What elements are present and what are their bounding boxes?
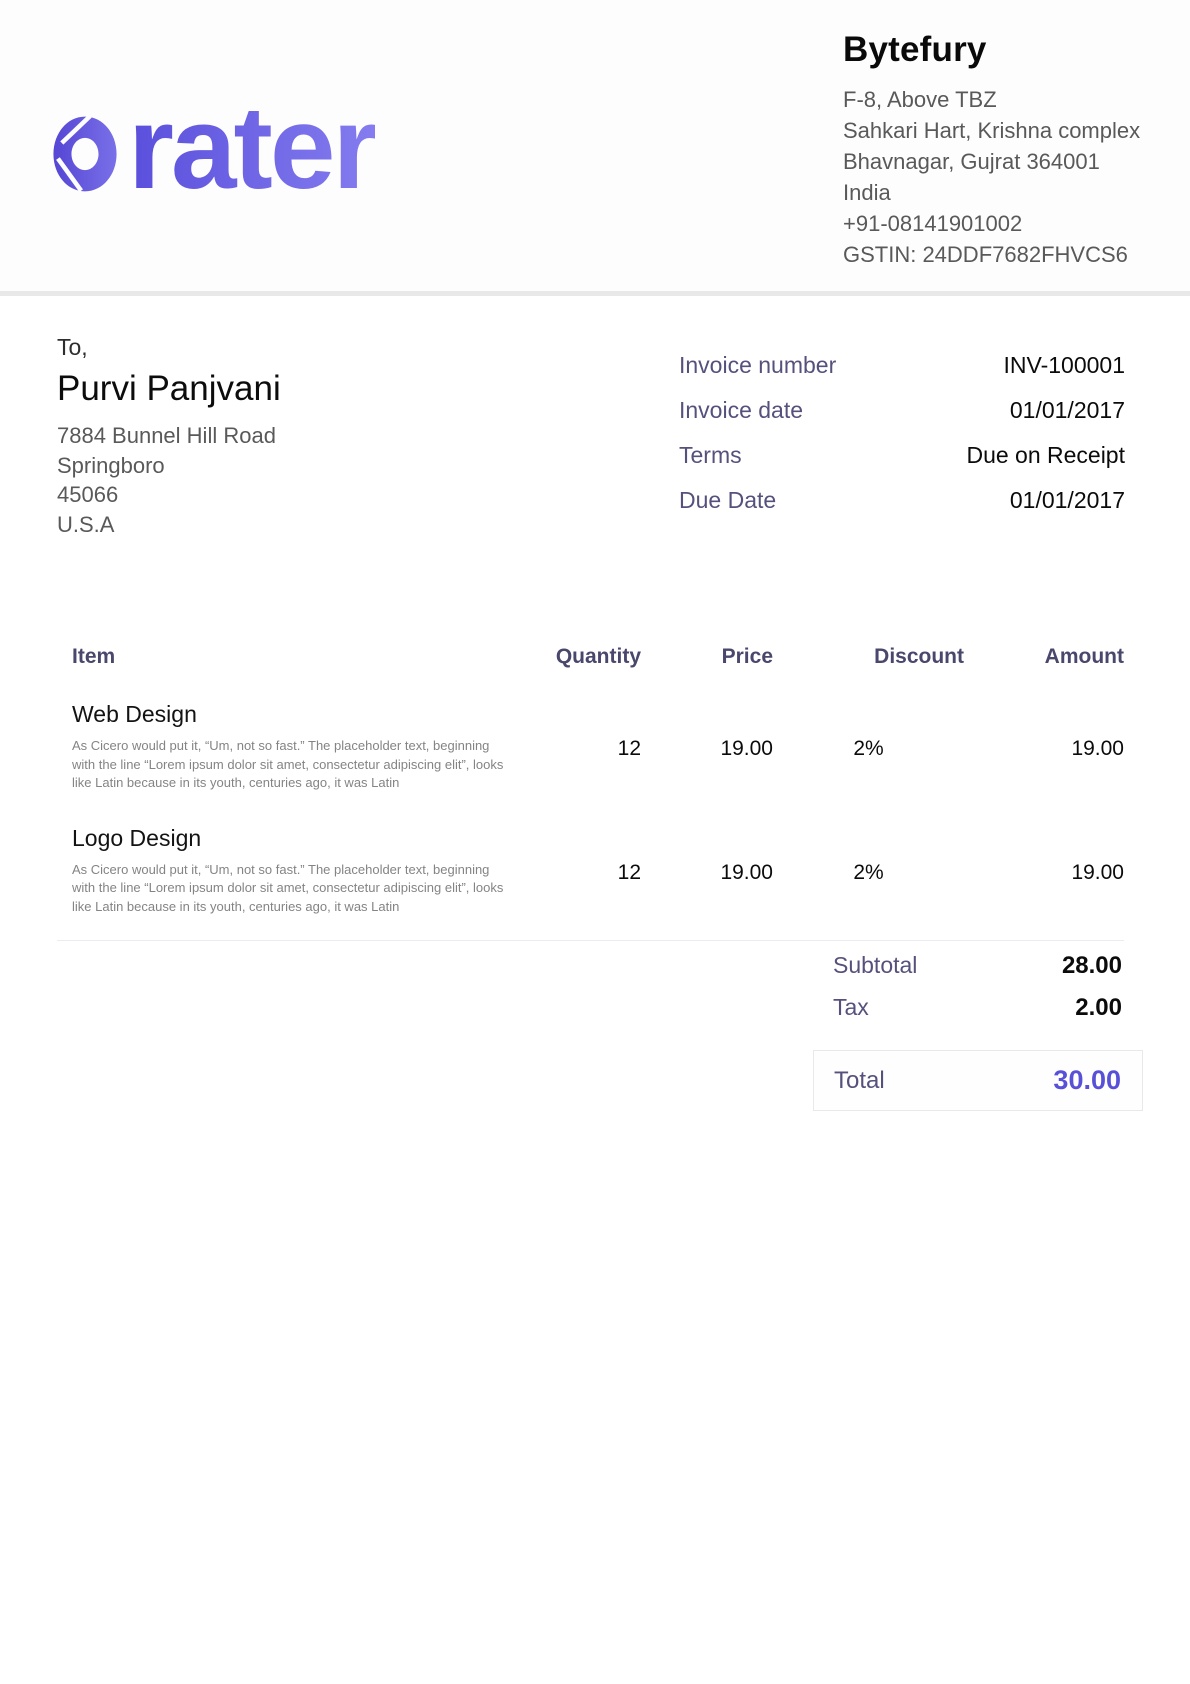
terms-row	[679, 442, 1125, 469]
table-row	[57, 701, 1124, 793]
invoice-date-label: Invoice date	[679, 397, 804, 423]
customer-address-line: U.S.A	[57, 511, 115, 537]
invoice-date-row	[679, 397, 1125, 424]
company-block	[843, 30, 1163, 270]
subtotal-label: Subtotal	[833, 952, 918, 978]
due-date-row	[679, 487, 1125, 514]
col-header-quantity: Quantity	[555, 645, 641, 668]
total-value: 30.00	[1053, 1065, 1121, 1095]
item-name: Web Design	[72, 701, 197, 727]
col-header-amount: Amount	[1044, 645, 1124, 668]
items-table-header	[57, 645, 1124, 669]
invoice-header	[0, 0, 1190, 291]
item-amount: 19.00	[1071, 737, 1124, 760]
header-divider	[0, 291, 1190, 296]
due-date-label: Due Date	[679, 487, 777, 513]
item-price: 19.00	[720, 737, 773, 760]
item-description: As Cicero would put it, “Um, not so fast.” The placeholder text, beginning with the line “Lorem ipsum dolor sit amet, consectetur adipiscing elit”, looks like Latin because in its youth, centuries ago, it was Latin	[72, 861, 504, 914]
customer-address-line: 7884 Bunnel Hill Road	[57, 423, 276, 448]
subtotal-value: 28.00	[1061, 952, 1122, 979]
company-address-line: Bhavnagar, Gujrat 364001	[843, 149, 1100, 174]
bill-to-block	[57, 334, 477, 539]
invoice-number-value: INV-100001	[1003, 352, 1125, 378]
crater-logo-text: rater	[128, 80, 375, 217]
company-address-line: India	[843, 180, 891, 205]
invoice-number-row	[679, 352, 1125, 379]
company-address-line: Sahkari Hart, Krishna complex	[843, 118, 1141, 143]
company-name: Bytefury	[843, 30, 987, 69]
items-divider	[57, 940, 1124, 941]
terms-label: Terms	[679, 442, 742, 468]
company-gstin: GSTIN: 24DDF7682FHVCS6	[843, 242, 1128, 267]
invoice-number-label: Invoice number	[679, 352, 837, 378]
table-row	[57, 825, 1124, 917]
item-quantity: 12	[617, 737, 641, 760]
tax-row	[813, 994, 1143, 1022]
total-label: Total	[834, 1066, 885, 1094]
item-quantity: 12	[617, 860, 641, 884]
bill-to-label: To,	[57, 334, 88, 360]
col-header-discount: Discount	[874, 645, 964, 668]
col-header-price: Price	[721, 645, 773, 668]
customer-address-line: Springboro	[57, 452, 165, 478]
item-discount: 2%	[853, 737, 884, 760]
company-phone: +91-08141901002	[843, 211, 1023, 236]
totals-block	[813, 952, 1143, 1111]
item-price: 19.00	[720, 860, 773, 884]
terms-value: Due on Receipt	[966, 442, 1125, 468]
item-description: As Cicero would put it, “Um, not so fast.” The placeholder text, beginning with the line “Lorem ipsum dolor sit amet, consectetur adipiscing elit”, looks like Latin because in its youth, centuries ago, it was Latin	[72, 738, 504, 790]
customer-name: Purvi Panjvani	[57, 369, 281, 408]
tax-value: 2.00	[1075, 994, 1122, 1021]
items-table	[57, 645, 1124, 941]
item-discount: 2%	[853, 860, 884, 884]
subtotal-row	[813, 952, 1143, 980]
invoice-meta	[679, 352, 1125, 532]
item-cell	[57, 701, 523, 793]
item-name: Logo Design	[72, 824, 202, 851]
company-address-line: F-8, Above TBZ	[843, 87, 997, 112]
item-amount: 19.00	[1071, 860, 1124, 884]
invoice-date-value: 01/01/2017	[1009, 397, 1125, 423]
crater-logo	[48, 80, 375, 217]
tax-label: Tax	[833, 994, 869, 1020]
crater-c-icon	[48, 116, 122, 217]
customer-address-line: 45066	[57, 482, 119, 507]
item-cell	[57, 825, 523, 917]
due-date-value: 01/01/2017	[1009, 487, 1125, 513]
col-header-item: Item	[72, 645, 116, 668]
total-box	[813, 1050, 1143, 1111]
